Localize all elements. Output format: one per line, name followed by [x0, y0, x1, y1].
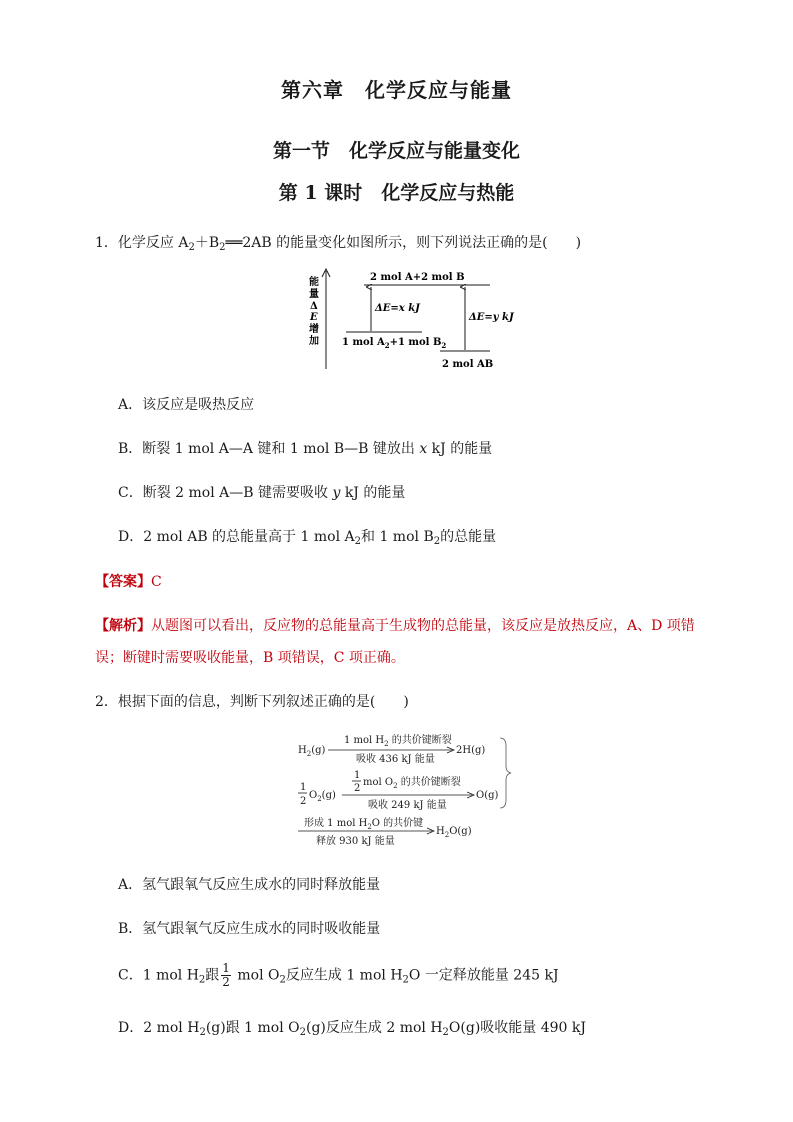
q1-answer: 【答案】C [95, 574, 162, 590]
q1-option-c: C．断裂 2 mol A—B 键需要吸收 y kJ 的能量 [118, 485, 406, 501]
delta-y-label: ΔE=y kJ [469, 312, 514, 323]
q1-option-a: A．该反应是吸热反应 [118, 397, 255, 413]
r2-bottom: 吸收 249 kJ 能量 [368, 800, 447, 811]
q2-option-d: D．2 mol $H_2(g)$跟 1 mol $O_2(g)$反应生成 2 mol $H_2O(g)$吸收能量 490 kJ [118, 1020, 587, 1038]
r2-top: mol $O_2$ 的共价键断裂 [363, 777, 461, 790]
q2-bond-energy-diagram [292, 728, 516, 850]
top-level-label: 2 mol A+2 mol B [370, 272, 465, 283]
chapter-title: 第六章 化学反应与能量 [281, 78, 512, 102]
r1-bottom: 吸收 436 kJ 能量 [356, 754, 435, 765]
bottom-level-label: 2 mol AB [442, 359, 494, 370]
r2-top-frac-num: 1 [354, 770, 361, 781]
right-brace [500, 738, 511, 808]
q1-option-b: B．断裂 1 mol A—A 键和 1 mol B—B 键放出 x kJ 的能量 [118, 441, 493, 457]
r1-top: 1 mol $H_2$ 的共价键断裂 [344, 735, 452, 748]
r2-frac-num: 1 [300, 782, 307, 793]
r2-left: $O_2(g)$ [309, 790, 336, 803]
svg-text:E: E [310, 312, 318, 323]
lesson-title: 第 1 课时 化学反应与热能 [278, 182, 515, 204]
delta-x-label: ΔE=x kJ [375, 303, 420, 314]
q1-analysis-line2: 误；断键时需要吸收能量，B 项错误，C 项正确。 [95, 650, 405, 666]
fraction-half: $\frac{1}{2}$ [222, 961, 230, 989]
svg-text:加: 加 [309, 336, 319, 347]
q1-analysis-line1: 【解析】从题图可以看出，反应物的总能量高于生成物的总能量，该反应是放热反应，A、D 项错 [95, 618, 695, 634]
r3-right: $H_2O(g)$ [436, 826, 472, 839]
svg-text:能: 能 [309, 277, 319, 288]
r3-bottom: 释放 930 kJ 能量 [316, 836, 395, 847]
section-title: 第一节 化学反应与能量变化 [272, 140, 520, 162]
r2-right: O(g) [476, 790, 499, 801]
r2-frac-den: 2 [300, 796, 307, 807]
svg-text:量: 量 [309, 289, 319, 300]
q2-stem: 2．根据下面的信息，判断下列叙述正确的是( ) [95, 694, 409, 710]
y-axis-label [308, 275, 319, 347]
mid-level-label: 1 mol $A_2+1$ mol $B_2$ [342, 337, 447, 350]
q2-option-a: A．氢气跟氧气反应生成水的同时释放能量 [118, 877, 381, 893]
r1-right: 2H(g) [456, 745, 486, 756]
q2-option-b: B．氢气跟氧气反应生成水的同时吸收能量 [118, 921, 381, 937]
r1-left: $H_2(g)$ [298, 745, 326, 758]
q1-stem: 1．化学反应 $A_2+B_2══2AB$ 的能量变化如图所示，则下列说法正确的是( ) [95, 235, 582, 253]
q1-energy-diagram [300, 265, 530, 377]
q1-option-d: D．2 mol AB 的总能量高于 1 mol $A_2$和 1 mol $B_2$的总能量 [118, 529, 497, 547]
svg-text:增: 增 [309, 324, 319, 335]
svg-text:Δ: Δ [310, 301, 318, 312]
r3-top: 形成 1 mol $H_2O$ 的共价键 [304, 818, 424, 831]
q2-option-c: C．1 mol $H_2$跟 $\frac{1}{2}$ mol $O_2$反应生成 1 mol $H_2O$ 一定释放能量 245 kJ [118, 961, 559, 989]
r2-top-frac-den: 2 [354, 783, 361, 794]
